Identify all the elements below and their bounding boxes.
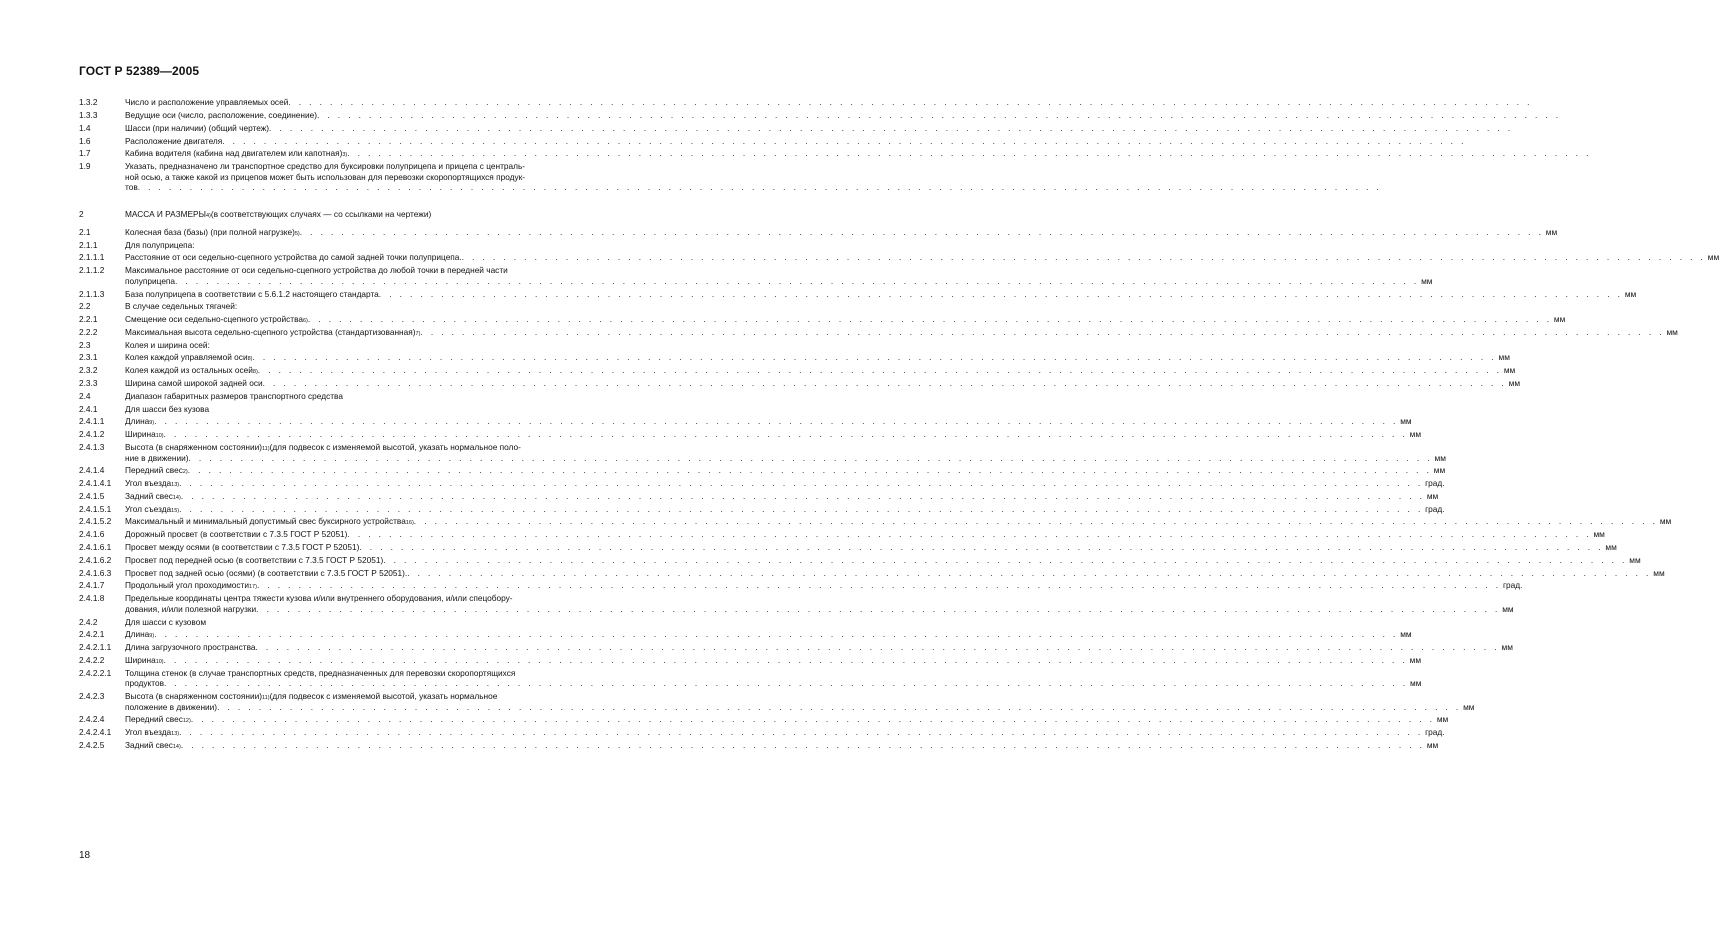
entry-text: Передний свес	[125, 465, 183, 476]
entry-text: Высота (в снаряженном состоянии)	[125, 441, 263, 452]
dot-leader: . . . . . . . . . . . . . . . . . . . . . . . . . . . . . . . . . . . . . . . . . . . . . . . . . . . . . . . . . . . . . . . . . . . . . . . . . . . . . . . . . . . . . . . . . . . . . . . . . . . . . . . . . . . . . . . . . . . . . . . .	[307, 314, 1552, 325]
entry-text: Просвет под задней осью (осями) (в соответствии с 7.3.5 ГОСТ Р 52051).	[125, 567, 408, 578]
entry-number: 2.4.2.3	[79, 691, 105, 701]
entry-number: 2.4.1.1	[79, 416, 105, 427]
dot-leader: . . . . . . . . . . . . . . . . . . . . . . . . . . . . . . . . . . . . . . . . . . . . . . . . . . . . . . . . . . . . . . . . . . . . . . . . . . . . . . . . . . . . . . . . . . . . . . . . . . . . . . . . . . . . . . . . . . . . . . . .	[269, 122, 1514, 133]
entry-text: Колея каждой из остальных осей	[125, 365, 253, 376]
unit-label: мм	[1508, 378, 1521, 389]
entry-text: Расстояние от оси седельно-сцепного устройства до самой задней точки полуприцепа.	[125, 252, 462, 263]
dot-leader: . . . . . . . . . . . . . . . . . . . . . . . . . . . . . . . . . . . . . . . . . . . . . . . . . . . . . . . . . . . . . . . . . . . . . . . . . . . . . . . . . . . . . . . . . . . . . . . . . . . . . . . . . . . . . . . . . . . . . . . .	[255, 642, 1500, 653]
entry-number: 2.2.1	[79, 314, 98, 325]
entry-text: Угол съезда	[125, 503, 172, 514]
entry-text: Продольный угол проходимости	[125, 580, 249, 591]
entry-text: Шасси (при наличии) (общий чертеж)	[125, 122, 270, 133]
entry-number: 2.3.1	[79, 352, 98, 363]
dot-leader: . . . . . . . . . . . . . . . . . . . . . . . . . . . . . . . . . . . . . . . . . . . . . . . . . . . . . . . . . . . . . . . . . . . . . . . . . . . . . . . . . . . . . . . . . . . . . . . . . . . . . . . . . . . . . . . . . . . . . . . .	[154, 629, 1399, 640]
entry-text: Просвет между осями (в соответствии с 7.3.5 ГОСТ Р 52051)	[125, 542, 360, 552]
spec-entry	[79, 299, 614, 312]
entry-text: Колея и ширина осей:	[125, 339, 210, 350]
entry-number: 2.4.1.5	[79, 490, 105, 501]
dot-leader: . . . . . . . . . . . . . . . . . . . . . . . . . . . . . . . . . . . . . . . . . . . . . . . . . . . . . . . . . . . . . . . . . . . . . . . . . . . . . . . . . . . . . . . . . . . . . . . . . . . . . . . . . . . . . . . . . . . . . . . .	[288, 97, 1533, 108]
dot-leader: . . . . . . . . . . . . . . . . . . . . . . . . . . . . . . . . . . . . . . . . . . . . . . . . . . . . . . . . . . . . . . . . . . . . . . . . . . . . . . . . . . . . . . . . . . . . . . . . . . . . . . . . . . . . . . . . . . . . . . . .	[217, 701, 1462, 712]
unit-label: мм	[1463, 701, 1475, 712]
spec-entry	[79, 250, 1719, 263]
entry-text: В случае седельных тягачей:	[125, 301, 238, 312]
entry-number: 2.4.1.6.3	[79, 567, 112, 578]
dot-leader: . . . . . . . . . . . . . . . . . . . . . . . . . . . . . . . . . . . . . . . . . . . . . . . . . . . . . . . . . . . . . . . . . . . . . . . . . . . . . . . . . . . . . . . . . . . . . . . . . . . . . . . . . . . . . . . . . . . . . . . .	[252, 352, 1497, 363]
unit-label: мм	[1434, 452, 1446, 463]
spec-entry	[79, 286, 1637, 299]
entry-number: 2	[79, 209, 84, 220]
entry-text: Просвет под передней осью (в соответствии с 7.3.5 ГОСТ Р 52051)	[125, 554, 384, 565]
dot-leader: . . . . . . . . . . . . . . . . . . . . . . . . . . . . . . . . . . . . . . . . . . . . . . . . . . . . . . . . . . . . . . . . . . . . . . . . . . . . . . . . . . . . . . . . . . . . . . . . . . . . . . . . . . . . . . . . . . . . . . . .	[154, 416, 1399, 427]
entry-number: 2.4.1.4.1	[79, 478, 112, 489]
spec-entry	[79, 108, 1562, 121]
entry-number: 2.4	[79, 390, 91, 401]
spec-entry	[79, 159, 1382, 193]
entry-text: Предельные координаты центра тяжести кузова и/или внутреннего оборудования, и/или спецобору-	[125, 593, 513, 604]
entry-number: 1.9	[79, 161, 91, 172]
entry-number: 2.4.1.5.2	[79, 516, 112, 527]
entry-number: 2.4.1.7	[79, 580, 105, 591]
unit-label: мм	[1426, 739, 1439, 750]
unit-label: мм	[1553, 314, 1566, 325]
spec-entry: 2.3.1 Колея каждой управляемой оси 8) . . . . . . . . . . . . . . . . . . . . . . . . . . . . . . . . . . . . . . . . . . . . . . . . . . . . . . . . . . . . . . . . . . . . . . . . . . . . . . . . . . . . . . . . . . . . . . . . . . . . . . . . . . . . . . . . . . . . . . . . мм	[79, 352, 1510, 363]
spec-entry	[79, 237, 614, 250]
unit-label: мм	[1400, 629, 1412, 640]
entry-number: 2.4.2.5	[79, 739, 105, 750]
entry-number: 2.4.1.3	[79, 441, 105, 452]
entry-text: Ширина	[125, 429, 156, 440]
entry-text: Ширина	[125, 654, 156, 665]
entry-text: Диапазон габаритных размеров транспортного средства	[125, 390, 343, 401]
unit-label: мм	[1653, 567, 1665, 578]
dot-leader: . . . . . . . . . . . . . . . . . . . . . . . . . . . . . . . . . . . . . . . . . . . . . . . . . . . . . . . . . . . . . . . . . . . . . . . . . . . . . . . . . . . . . . . . . . . . . . . . . . . . . . . . . . . . . . . . . . . . . . . .	[222, 135, 1467, 146]
entry-text: Угол въезда	[125, 478, 172, 489]
unit-label: мм	[1629, 554, 1641, 565]
spec-entry	[79, 553, 1641, 566]
dot-leader: . . . . . . . . . . . . . . . . . . . . . . . . . . . . . . . . . . . . . . . . . . . . . . . . . . . . . . . . . . . . . . . . . . . . . . . . . . . . . . . . . . . . . . . . . . . . . . . . . . . . . . . . . . . . . . . . . . . . . . . .	[190, 714, 1435, 725]
spec-entry: 2.4.2.3 Высота (в снаряженном состоянии) 11) (для подвесок с изменяемой высотой, указать нормальное положение в движении) . . . . . . . . . . . . . . . . . . . . . . . . . . . . . . . . . . . . . . . . . . . . . . . . . . . . . . . . . . . . . . . . . . . . . . . . . . . . . . . . . . . . . . . . . . . . . . . . . . . . . . . . . . . . . . . . . . . . . . . . мм	[79, 691, 1475, 712]
unit-label: мм	[1659, 516, 1672, 527]
spec-entry	[79, 376, 1521, 389]
entry-number: 2.1	[79, 226, 91, 237]
entry-text: тов	[125, 182, 138, 193]
unit-label: мм	[1503, 365, 1516, 376]
dot-leader: . . . . . . . . . . . . . . . . . . . . . . . . . . . . . . . . . . . . . . . . . . . . . . . . . . . . . . . . . . . . . . . . . . . . . . . . . . . . . . . . . . . . . . . . . . . . . . . . . . . . . . . . . . . . . . . . . . . . . . . .	[299, 226, 1544, 237]
spec-entry	[79, 95, 1533, 108]
page-number: 18	[79, 850, 91, 861]
entry-number: 2.4.2.1.1	[79, 642, 112, 653]
spec-entry: 2.4.1.5.1 Угол съезда 15) . . . . . . . . . . . . . . . . . . . . . . . . . . . . . . . . . . . . . . . . . . . . . . . . . . . . . . . . . . . . . . . . . . . . . . . . . . . . . . . . . . . . . . . . . . . . . . . . . . . . . . . . . . . . . . . . . . . . . . . . град.	[79, 503, 1445, 514]
entry-number: 2.3	[79, 339, 91, 350]
entry-text: Длина	[125, 629, 150, 640]
spec-entry	[79, 591, 1514, 614]
entry-number: 1.4	[79, 122, 91, 133]
dot-leader: . . . . . . . . . . . . . . . . . . . . . . . . . . . . . . . . . . . . . . . . . . . . . . . . . . . . . . . . . . . . . . . . . . . . . . . . . . . . . . . . . . . . . . . . . . . . . . . . . . . . . . . . . . . . . . . . . . . . . . . .	[378, 288, 1623, 299]
spec-entry: 2.4.1.1 Длина 9) . . . . . . . . . . . . . . . . . . . . . . . . . . . . . . . . . . . . . . . . . . . . . . . . . . . . . . . . . . . . . . . . . . . . . . . . . . . . . . . . . . . . . . . . . . . . . . . . . . . . . . . . . . . . . . . . . . . . . . . . мм	[79, 416, 1412, 427]
spec-entry: 2.4.2.4.1 Угол въезда 13) . . . . . . . . . . . . . . . . . . . . . . . . . . . . . . . . . . . . . . . . . . . . . . . . . . . . . . . . . . . . . . . . . . . . . . . . . . . . . . . . . . . . . . . . . . . . . . . . . . . . . . . . . . . . . . . . . . . . . . . . град.	[79, 727, 1445, 738]
entry-text-continued: (для подвесок с изменяемой высотой, указать нормальное поло-	[269, 441, 521, 452]
spec-list	[79, 95, 1719, 751]
unit-label: град.	[1425, 503, 1445, 514]
entry-text: Расположение двигателя	[125, 135, 223, 146]
spec-entry	[79, 527, 1605, 540]
spec-entry	[79, 640, 1513, 653]
spec-entry: 2.2.1 Смещение оси седельно-сцепного устройства 6) . . . . . . . . . . . . . . . . . . . . . . . . . . . . . . . . . . . . . . . . . . . . . . . . . . . . . . . . . . . . . . . . . . . . . . . . . . . . . . . . . . . . . . . . . . . . . . . . . . . . . . . . . . . . . . . . . . . . . . . . мм	[79, 314, 1566, 325]
dot-leader: . . . . . . . . . . . . . . . . . . . . . . . . . . . . . . . . . . . . . . . . . . . . . . . . . . . . . . . . . . . . . . . . . . . . . . . . . . . . . . . . . . . . . . . . . . . . . . . . . . . . . . . . . . . . . . . . . . . . . . . .	[180, 739, 1425, 750]
spec-entry: 2.4.1.4.1 Угол въезда 13) . . . . . . . . . . . . . . . . . . . . . . . . . . . . . . . . . . . . . . . . . . . . . . . . . . . . . . . . . . . . . . . . . . . . . . . . . . . . . . . . . . . . . . . . . . . . . . . . . . . . . . . . . . . . . . . . . . . . . . . . град.	[79, 478, 1445, 489]
unit-label: мм	[1400, 416, 1412, 427]
dot-leader: . . . . . . . . . . . . . . . . . . . . . . . . . . . . . . . . . . . . . . . . . . . . . . . . . . . . . . . . . . . . . . . . . . . . . . . . . . . . . . . . . . . . . . . . . . . . . . . . . . . . . . . . . . . . . . . . . . . . . . . .	[316, 109, 1562, 120]
dot-leader: . . . . . . . . . . . . . . . . . . . . . . . . . . . . . . . . . . . . . . . . . . . . . . . . . . . . . . . . . . . . . . . . . . . . . . . . . . . . . . . . . . . . . . . . . . . . . . . . . . . . . . . . . . . . . . . . . . . . . . . .	[383, 554, 1628, 565]
entry-text: Задний свес	[125, 739, 173, 750]
dot-leader: . . . . . . . . . . . . . . . . . . . . . . . . . . . . . . . . . . . . . . . . . . . . . . . . . . . . . . . . . . . . . . . . . . . . . . . . . . . . . . . . . . . . . . . . . . . . . . . . . . . . . . . . . . . . . . . . . . . . . . . .	[257, 365, 1502, 376]
entry-text: Ведущие оси (число, расположение, соединение)	[125, 109, 317, 120]
entry-number: 2.4.1.5.1	[79, 503, 112, 514]
dot-leader: . . . . . . . . . . . . . . . . . . . . . . . . . . . . . . . . . . . . . . . . . . . . . . . . . . . . . . . . . . . . . . . . . . . . . . . . . . . . . . . . . . . . . . . . . . . . . . . . . . . . . . . . . . . . . . . . . . . . . . . .	[461, 252, 1706, 263]
spec-entry	[79, 338, 614, 351]
spec-entry: 2.4.1.5.2 Максимальный и минимальный допустимый свес буксирного устройства 16) . . . . . . . . . . . . . . . . . . . . . . . . . . . . . . . . . . . . . . . . . . . . . . . . . . . . . . . . . . . . . . . . . . . . . . . . . . . . . . . . . . . . . . . . . . . . . . . . . . . . . . . . . . . . . . . . . . . . . . . . мм	[79, 516, 1672, 527]
spec-entry: 2.4.2.5 Задний свес 14) . . . . . . . . . . . . . . . . . . . . . . . . . . . . . . . . . . . . . . . . . . . . . . . . . . . . . . . . . . . . . . . . . . . . . . . . . . . . . . . . . . . . . . . . . . . . . . . . . . . . . . . . . . . . . . . . . . . . . . . . мм	[79, 739, 1439, 750]
entry-text: Высота (в снаряженном состоянии)	[125, 691, 263, 701]
spec-entry: 2.4.1.3 Высота (в снаряженном состоянии) 11) (для подвесок с изменяемой высотой, указать нормальное поло- ние в движении) . . . . . . . . . . . . . . . . . . . . . . . . . . . . . . . . . . . . . . . . . . . . . . . . . . . . . . . . . . . . . . . . . . . . . . . . . . . . . . . . . . . . . . . . . . . . . . . . . . . . . . . . . . . . . . . . . . . . . . . . мм	[79, 441, 1446, 463]
entry-number: 2.4.1.4	[79, 465, 105, 476]
entry-text: положение в движении)	[125, 701, 218, 712]
spec-entry: 2.4.2.2 Ширина 10) . . . . . . . . . . . . . . . . . . . . . . . . . . . . . . . . . . . . . . . . . . . . . . . . . . . . . . . . . . . . . . . . . . . . . . . . . . . . . . . . . . . . . . . . . . . . . . . . . . . . . . . . . . . . . . . . . . . . . . . . мм	[79, 654, 1422, 665]
dot-leader: . . . . . . . . . . . . . . . . . . . . . . . . . . . . . . . . . . . . . . . . . . . . . . . . . . . . . . . . . . . . . . . . . . . . . . . . . . . . . . . . . . . . . . . . . . . . . . . . . . . . . . . . . . . . . . . . . . . . . . . .	[163, 654, 1408, 665]
spec-entry: 2.4.1.7 Продольный угол проходимости 17) . . . . . . . . . . . . . . . . . . . . . . . . . . . . . . . . . . . . . . . . . . . . . . . . . . . . . . . . . . . . . . . . . . . . . . . . . . . . . . . . . . . . . . . . . . . . . . . . . . . . . . . . . . . . . . . . . . . . . . . . град.	[79, 580, 1523, 591]
spec-entry: 1.7 Кабина водителя (кабина над двигателем или капотная) 3) . . . . . . . . . . . . . . . . . . . . . . . . . . . . . . . . . . . . . . . . . . . . . . . . . . . . . . . . . . . . . . . . . . . . . . . . . . . . . . . . . . . . . . . . . . . . . . . . . . . . . . . . . . . . . . . . . . . . . . . .	[79, 148, 1592, 159]
unit-label: мм	[1421, 275, 1433, 286]
entry-number: 2.1.1	[79, 239, 98, 250]
entry-number: 2.2.2	[79, 326, 98, 337]
dot-leader: . . . . . . . . . . . . . . . . . . . . . . . . . . . . . . . . . . . . . . . . . . . . . . . . . . . . . . . . . . . . . . . . . . . . . . . . . . . . . . . . . . . . . . . . . . . . . . . . . . . . . . . . . . . . . . . . . . . . . . . .	[163, 429, 1408, 440]
unit-label: мм	[1501, 642, 1513, 653]
unit-label: мм	[1498, 352, 1510, 363]
entry-text: Колесная база (базы) (при полной нагрузке)	[125, 226, 295, 237]
entry-text: Максимальная высота седельно-сцепного устройства (стандартизованная)	[125, 326, 416, 337]
entry-number: 2.1.1.1	[79, 252, 105, 263]
spec-entry: 2.3.2 Колея каждой из остальных осей 8) . . . . . . . . . . . . . . . . . . . . . . . . . . . . . . . . . . . . . . . . . . . . . . . . . . . . . . . . . . . . . . . . . . . . . . . . . . . . . . . . . . . . . . . . . . . . . . . . . . . . . . . . . . . . . . . . . . . . . . . . мм	[79, 365, 1516, 376]
entry-text: Угол въезда	[125, 727, 172, 738]
entry-number: 2.1.1.3	[79, 288, 105, 299]
entry-number: 2.3.3	[79, 378, 98, 389]
unit-label: мм	[1593, 529, 1605, 540]
entry-text: дования, и/или полезной нагрузки	[125, 603, 257, 614]
unit-label: мм	[1502, 603, 1514, 614]
spec-entry	[79, 401, 614, 414]
dot-leader: . . . . . . . . . . . . . . . . . . . . . . . . . . . . . . . . . . . . . . . . . . . . . . . . . . . . . . . . . . . . . . . . . . . . . . . . . . . . . . . . . . . . . . . . . . . . . . . . . . . . . . . . . . . . . . . . . . . . . . . .	[420, 326, 1665, 337]
unit-label: град.	[1502, 580, 1523, 591]
unit-label: мм	[1624, 288, 1637, 299]
entry-number: 2.4.2	[79, 616, 98, 627]
spec-entry: 2.4.1.4 Передний свес 2) . . . . . . . . . . . . . . . . . . . . . . . . . . . . . . . . . . . . . . . . . . . . . . . . . . . . . . . . . . . . . . . . . . . . . . . . . . . . . . . . . . . . . . . . . . . . . . . . . . . . . . . . . . . . . . . . . . . . . . . . мм	[79, 465, 1446, 476]
entry-text: ние в движении)	[125, 452, 189, 463]
entry-text: продуктов	[125, 678, 164, 689]
dot-leader: . . . . . . . . . . . . . . . . . . . . . . . . . . . . . . . . . . . . . . . . . . . . . . . . . . . . . . . . . . . . . . . . . . . . . . . . . . . . . . . . . . . . . . . . . . . . . . . . . . . . . . . . . . . . . . . . . . . . . . . .	[137, 182, 1382, 193]
dot-leader: . . . . . . . . . . . . . . . . . . . . . . . . . . . . . . . . . . . . . . . . . . . . . . . . . . . . . . . . . . . . . . . . . . . . . . . . . . . . . . . . . . . . . . . . . . . . . . . . . . . . . . . . . . . . . . . . . . . . . . . .	[256, 603, 1501, 614]
entry-text: Указать, предназначено ли транспортное средство для буксировки полуприцепа и прицепа с централь-	[125, 161, 526, 172]
dot-leader: . . . . . . . . . . . . . . . . . . . . . . . . . . . . . . . . . . . . . . . . . . . . . . . . . . . . . . . . . . . . . . . . . . . . . . . . . . . . . . . . . . . . . . . . . . . . . . . . . . . . . . . . . . . . . . . . . . . . . . . .	[262, 378, 1507, 389]
dot-leader: . . . . . . . . . . . . . . . . . . . . . . . . . . . . . . . . . . . . . . . . . . . . . . . . . . . . . . . . . . . . . . . . . . . . . . . . . . . . . . . . . . . . . . . . . . . . . . . . . . . . . . . . . . . . . . . . . . . . . . . .	[359, 542, 1604, 552]
unit-label: мм	[1410, 678, 1422, 689]
entry-number: 2.3.2	[79, 365, 98, 376]
entry-text: Максимальное расстояние от оси седельно-сцепного устройства до любой точки в передней части	[125, 265, 508, 276]
entry-number: 2.4.1.6.1	[79, 542, 112, 552]
entry-text: Для полуприцепа:	[125, 239, 195, 250]
entry-text: Ширина самой широкой задней оси	[125, 378, 263, 389]
spec-entry	[79, 121, 1514, 134]
entry-number: 2.2	[79, 301, 91, 312]
entry-number: 2.4.2.2.1	[79, 667, 112, 678]
entry-number: 2.4.1	[79, 403, 98, 414]
spec-entry: 2 МАССА И РАЗМЕРЫ 4) (в соответствующих случаях — со ссылками на чертежи)	[79, 209, 432, 220]
spec-entry: 2.4.1.5 Задний свес 14) . . . . . . . . . . . . . . . . . . . . . . . . . . . . . . . . . . . . . . . . . . . . . . . . . . . . . . . . . . . . . . . . . . . . . . . . . . . . . . . . . . . . . . . . . . . . . . . . . . . . . . . . . . . . . . . . . . . . . . . . мм	[79, 490, 1439, 501]
entry-number: 1.7	[79, 148, 91, 159]
spec-entry: 2.1 Колесная база (базы) (при полной нагрузке) 5) . . . . . . . . . . . . . . . . . . . . . . . . . . . . . . . . . . . . . . . . . . . . . . . . . . . . . . . . . . . . . . . . . . . . . . . . . . . . . . . . . . . . . . . . . . . . . . . . . . . . . . . . . . . . . . . . . . . . . . . . мм	[79, 226, 1558, 237]
entry-number: 2.4.2.4.1	[79, 727, 112, 738]
entry-text: Кабина водителя (кабина над двигателем или капотная)	[125, 148, 343, 159]
entry-number: 2.4.2.1	[79, 629, 105, 640]
unit-label: мм	[1433, 465, 1446, 476]
spec-entry	[79, 665, 1422, 689]
entry-number: 2.4.1.6	[79, 529, 105, 540]
dot-leader: . . . . . . . . . . . . . . . . . . . . . . . . . . . . . . . . . . . . . . . . . . . . . . . . . . . . . . . . . . . . . . . . . . . . . . . . . . . . . . . . . . . . . . . . . . . . . . . . . . . . . . . . . . . . . . . . . . . . . . . .	[180, 490, 1425, 501]
unit-label: мм	[1409, 429, 1422, 440]
entry-text: База полуприцепа в соответствии с 5.6.1.2 настоящего стандарта	[125, 288, 379, 299]
dot-leader: . . . . . . . . . . . . . . . . . . . . . . . . . . . . . . . . . . . . . . . . . . . . . . . . . . . . . . . . . . . . . . . . . . . . . . . . . . . . . . . . . . . . . . . . . . . . . . . . . . . . . . . . . . . . . . . . . . . . . . . .	[347, 529, 1592, 540]
dot-leader: . . . . . . . . . . . . . . . . . . . . . . . . . . . . . . . . . . . . . . . . . . . . . . . . . . . . . . . . . . . . . . . . . . . . . . . . . . . . . . . . . . . . . . . . . . . . . . . . . . . . . . . . . . . . . . . . . . . . . . . .	[188, 452, 1433, 463]
spec-entry	[79, 565, 1665, 578]
unit-label: мм	[1605, 542, 1617, 552]
entry-text-continued: (в соответствующих случаях — со ссылками на чертежи)	[210, 209, 432, 220]
dot-leader: . . . . . . . . . . . . . . . . . . . . . . . . . . . . . . . . . . . . . . . . . . . . . . . . . . . . . . . . . . . . . . . . . . . . . . . . . . . . . . . . . . . . . . . . . . . . . . . . . . . . . . . . . . . . . . . . . . . . . . . .	[163, 678, 1409, 689]
dot-leader: . . . . . . . . . . . . . . . . . . . . . . . . . . . . . . . . . . . . . . . . . . . . . . . . . . . . . . . . . . . . . . . . . . . . . . . . . . . . . . . . . . . . . . . . . . . . . . . . . . . . . . . . . . . . . . . . . . . . . . . .	[179, 727, 1424, 738]
entry-number: 1.3.3	[79, 109, 98, 120]
entry-text: ной осью, а также какой из прицепов может быть использован для перевозки скоропортящихся продук-	[125, 171, 526, 182]
entry-number: 2.4.1.8	[79, 593, 105, 604]
entry-number: 2.4.1.2	[79, 429, 105, 440]
entry-text: Для шасси без кузова	[125, 403, 210, 414]
document-header: ГОСТ Р 52389—2005	[79, 64, 200, 78]
entry-number: 2.4.1.6.2	[79, 554, 112, 565]
dot-leader: . . . . . . . . . . . . . . . . . . . . . . . . . . . . . . . . . . . . . . . . . . . . . . . . . . . . . . . . . . . . . . . . . . . . . . . . . . . . . . . . . . . . . . . . . . . . . . . . . . . . . . . . . . . . . . . . . . . . . . . .	[407, 567, 1652, 578]
dot-leader: . . . . . . . . . . . . . . . . . . . . . . . . . . . . . . . . . . . . . . . . . . . . . . . . . . . . . . . . . . . . . . . . . . . . . . . . . . . . . . . . . . . . . . . . . . . . . . . . . . . . . . . . . . . . . . . . . . . . . . . .	[413, 516, 1658, 527]
spec-entry: 2.2.2 Максимальная высота седельно-сцепного устройства (стандартизованная) 7) . . . . . . . . . . . . . . . . . . . . . . . . . . . . . . . . . . . . . . . . . . . . . . . . . . . . . . . . . . . . . . . . . . . . . . . . . . . . . . . . . . . . . . . . . . . . . . . . . . . . . . . . . . . . . . . . . . . . . . . . мм	[79, 326, 1678, 337]
unit-label: град.	[1425, 478, 1445, 489]
spec-entry	[79, 133, 1467, 146]
entry-text: Задний свес	[125, 490, 173, 501]
spec-entry	[79, 263, 1433, 286]
unit-label: град.	[1425, 727, 1445, 738]
entry-text-continued: (для подвесок с изменяемой высотой, указать нормальное	[269, 691, 498, 701]
spec-entry	[79, 389, 614, 402]
entry-text: Число и расположение управляемых осей	[125, 97, 289, 108]
entry-text: Дорожный просвет (в соответствии с 7.3.5 ГОСТ Р 52051)	[125, 529, 348, 540]
dot-leader: . . . . . . . . . . . . . . . . . . . . . . . . . . . . . . . . . . . . . . . . . . . . . . . . . . . . . . . . . . . . . . . . . . . . . . . . . . . . . . . . . . . . . . . . . . . . . . . . . . . . . . . . . . . . . . . . . . . . . . . .	[179, 478, 1424, 489]
unit-label: мм	[1545, 226, 1558, 237]
spec-entry: 2.4.1.2 Ширина 10) . . . . . . . . . . . . . . . . . . . . . . . . . . . . . . . . . . . . . . . . . . . . . . . . . . . . . . . . . . . . . . . . . . . . . . . . . . . . . . . . . . . . . . . . . . . . . . . . . . . . . . . . . . . . . . . . . . . . . . . . мм	[79, 429, 1422, 440]
unit-label: мм	[1436, 714, 1449, 725]
entry-text: Передний свес	[125, 714, 183, 725]
unit-label: мм	[1707, 252, 1719, 263]
entry-text: Длина загрузочного пространства	[125, 642, 256, 653]
entry-number: 1.3.2	[79, 97, 98, 108]
entry-text: МАССА И РАЗМЕРЫ	[125, 209, 206, 220]
entry-number: 2.4.2.2	[79, 654, 105, 665]
dot-leader: . . . . . . . . . . . . . . . . . . . . . . . . . . . . . . . . . . . . . . . . . . . . . . . . . . . . . . . . . . . . . . . . . . . . . . . . . . . . . . . . . . . . . . . . . . . . . . . . . . . . . . . . . . . . . . . . . . . . . . . .	[256, 580, 1501, 591]
entry-text: полуприцепа	[125, 275, 176, 286]
entry-text: Смещение оси седельно-сцепного устройства	[125, 314, 303, 325]
entry-text: Толщина стенок (в случае транспортных средств, предназначенных для перевозки скоропортящихся	[125, 667, 516, 678]
spec-entry	[79, 540, 1617, 553]
entry-text: Колея каждой управляемой оси	[125, 352, 248, 363]
spec-entry: 2.4.2.1 Длина 9) . . . . . . . . . . . . . . . . . . . . . . . . . . . . . . . . . . . . . . . . . . . . . . . . . . . . . . . . . . . . . . . . . . . . . . . . . . . . . . . . . . . . . . . . . . . . . . . . . . . . . . . . . . . . . . . . . . . . . . . . мм	[79, 629, 1412, 640]
entry-number: 1.6	[79, 135, 91, 146]
unit-label: мм	[1409, 654, 1422, 665]
spec-entry: 2.4.2.4 Передний свес 12) . . . . . . . . . . . . . . . . . . . . . . . . . . . . . . . . . . . . . . . . . . . . . . . . . . . . . . . . . . . . . . . . . . . . . . . . . . . . . . . . . . . . . . . . . . . . . . . . . . . . . . . . . . . . . . . . . . . . . . . . мм	[79, 714, 1449, 725]
dot-leader: . . . . . . . . . . . . . . . . . . . . . . . . . . . . . . . . . . . . . . . . . . . . . . . . . . . . . . . . . . . . . . . . . . . . . . . . . . . . . . . . . . . . . . . . . . . . . . . . . . . . . . . . . . . . . . . . . . . . . . . .	[347, 148, 1592, 159]
spec-entry	[79, 614, 614, 627]
unit-label: мм	[1426, 490, 1439, 501]
dot-leader: . . . . . . . . . . . . . . . . . . . . . . . . . . . . . . . . . . . . . . . . . . . . . . . . . . . . . . . . . . . . . . . . . . . . . . . . . . . . . . . . . . . . . . . . . . . . . . . . . . . . . . . . . . . . . . . . . . . . . . . .	[187, 465, 1432, 476]
entry-text: Длина	[125, 416, 150, 427]
unit-label: мм	[1666, 326, 1678, 337]
entry-text: Максимальный и минимальный допустимый свес буксирного устройства	[125, 516, 406, 527]
entry-number: 2.4.2.4	[79, 714, 105, 725]
dot-leader: . . . . . . . . . . . . . . . . . . . . . . . . . . . . . . . . . . . . . . . . . . . . . . . . . . . . . . . . . . . . . . . . . . . . . . . . . . . . . . . . . . . . . . . . . . . . . . . . . . . . . . . . . . . . . . . . . . . . . . . .	[175, 275, 1420, 286]
dot-leader: . . . . . . . . . . . . . . . . . . . . . . . . . . . . . . . . . . . . . . . . . . . . . . . . . . . . . . . . . . . . . . . . . . . . . . . . . . . . . . . . . . . . . . . . . . . . . . . . . . . . . . . . . . . . . . . . . . . . . . . .	[179, 503, 1424, 514]
entry-text: Для шасси с кузовом	[125, 616, 207, 627]
entry-number: 2.1.1.2	[79, 265, 105, 276]
